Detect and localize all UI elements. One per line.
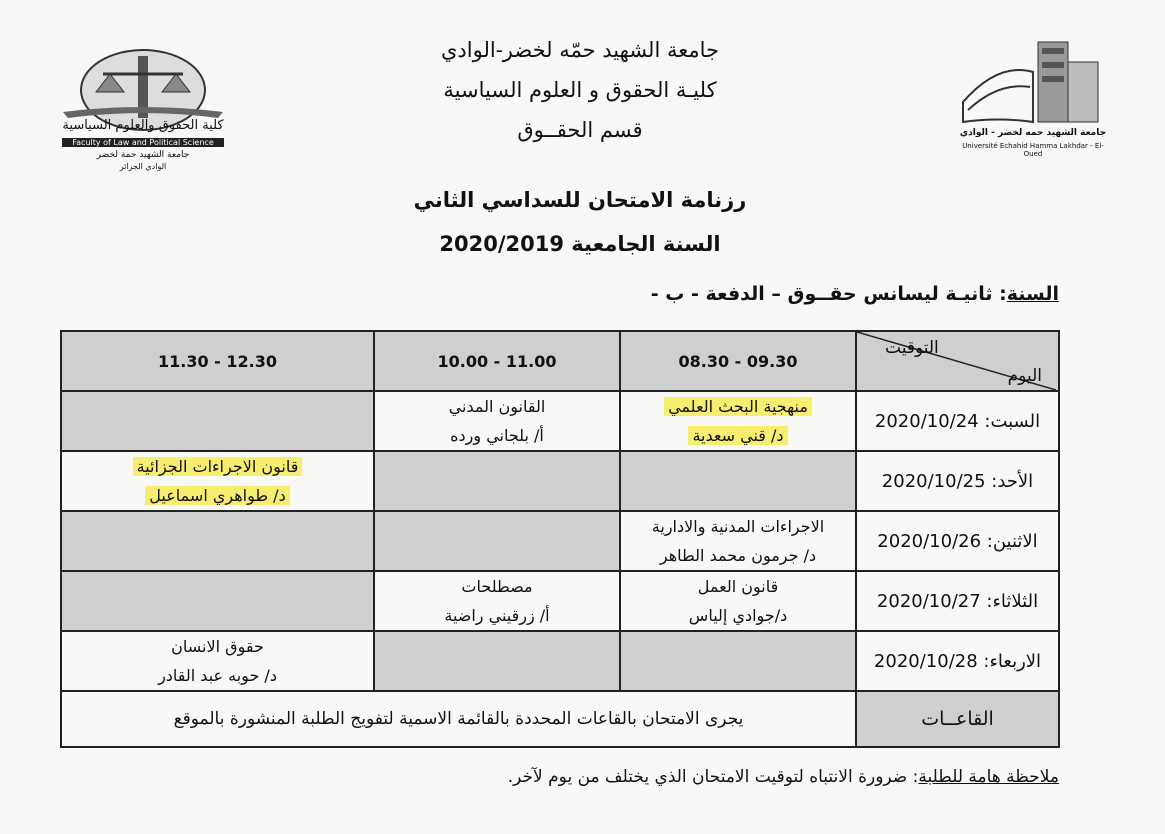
level-label: السنة	[1006, 283, 1059, 305]
empty-cell	[61, 391, 374, 451]
exam-subject: حقوق الانسان	[171, 637, 264, 656]
academic-year: السنة الجامعية 2020/2019	[439, 232, 721, 256]
empty-cell	[620, 631, 856, 691]
exam-subject: قانون العمل	[697, 577, 779, 596]
exam-teacher: د/ طواهري اسماعيل	[145, 486, 289, 505]
exam-subject: القانون المدني	[448, 397, 546, 416]
student-note	[508, 767, 1059, 787]
exam-teacher: د/ حوبه عبد القادر	[158, 666, 277, 685]
corner-time-label: التوقيت	[885, 338, 939, 358]
level-value: : ثانيـة ليسانس حقــوق – الدفعة - ب -	[650, 283, 1007, 305]
table-row	[61, 511, 1059, 571]
slot-header-3: 11.30 - 12.30	[61, 331, 374, 391]
exam-cell	[374, 391, 620, 451]
faculty-name: كليـة الحقوق و العلوم السياسية	[443, 78, 717, 102]
exam-cell	[61, 451, 374, 511]
day-cell: الاربعاء: 2020/10/28	[856, 631, 1059, 691]
exam-subject: منهجية البحث العلمي	[664, 397, 812, 416]
exam-subject: مصطلحات	[461, 577, 533, 596]
day-cell: الثلاثاء: 2020/10/27	[856, 571, 1059, 631]
exam-cell	[374, 571, 620, 631]
logo-right-fr: Université Echahid Hamma Lakhdar - El-Oued	[962, 142, 1104, 158]
logo-left-sub: جامعة الشهيد حمة لخضر	[96, 150, 190, 160]
university-name: جامعة الشهيد حمّه لخضر-الوادي	[441, 38, 719, 62]
exam-subject: قانون الاجراءات الجزائية	[133, 457, 303, 476]
empty-cell	[374, 631, 620, 691]
institution-header	[360, 30, 800, 150]
exam-teacher: د/ جرمون محمد الطاهر	[659, 546, 817, 565]
logo-left-sub2: الوادي الجزائر	[119, 162, 167, 171]
table-row	[61, 571, 1059, 631]
slot-header-1: 08.30 - 09.30	[620, 331, 856, 391]
exam-cell	[61, 631, 374, 691]
note-label: ملاحظة هامة للطلبة	[918, 767, 1059, 787]
corner-day-label: اليوم	[1007, 366, 1042, 386]
halls-text: يجرى الامتحان بالقاعات المحددة بالقائمة الاسمية لتفويج الطلبة المنشورة بالموقع	[61, 691, 856, 747]
logo-right-text: جامعة الشهيد حمه لخضر - الوادي	[959, 128, 1107, 138]
corner-cell	[856, 331, 1059, 391]
halls-row	[61, 691, 1059, 747]
document-titles	[360, 178, 800, 266]
note-text: : ضرورة الانتباه لتوقيت الامتحان الذي يختلف من يوم لآخر.	[507, 767, 919, 787]
exam-subject: الاجراءات المدنية والادارية	[651, 517, 825, 536]
halls-label: القاعــات	[856, 691, 1059, 747]
day-cell: الاثنين: 2020/10/26	[856, 511, 1059, 571]
exam-teacher: أ/ زرقيني راضية	[444, 606, 550, 625]
exam-cell	[620, 511, 856, 571]
table-row	[61, 451, 1059, 511]
department-name: قسم الحقــوق	[517, 118, 643, 142]
empty-cell	[374, 511, 620, 571]
calendar-title: رزنامة الامتحان للسداسي الثاني	[413, 188, 747, 212]
day-cell: الأحد: 2020/10/25	[856, 451, 1059, 511]
day-cell: السبت: 2020/10/24	[856, 391, 1059, 451]
exam-teacher: د/ قني سعدية	[688, 426, 787, 445]
table-row	[61, 631, 1059, 691]
faculty-logo	[58, 42, 228, 182]
logo-left-en: Faculty of Law and Political Science	[62, 138, 224, 147]
table-row	[61, 391, 1059, 451]
exam-teacher: د/جوادي إلياس	[688, 606, 788, 625]
empty-cell	[374, 451, 620, 511]
table-header-row	[61, 331, 1059, 391]
empty-cell	[61, 511, 374, 571]
exam-schedule-table	[60, 330, 1060, 748]
exam-cell	[620, 391, 856, 451]
university-logo	[958, 32, 1108, 172]
empty-cell	[620, 451, 856, 511]
exam-cell	[620, 571, 856, 631]
exam-teacher: أ/ بلجاني ورده	[450, 426, 544, 445]
slot-header-2: 10.00 - 11.00	[374, 331, 620, 391]
empty-cell	[61, 571, 374, 631]
level-line	[651, 283, 1059, 305]
logo-left-text: كلية الحقوق والعلوم السياسية	[62, 118, 224, 133]
